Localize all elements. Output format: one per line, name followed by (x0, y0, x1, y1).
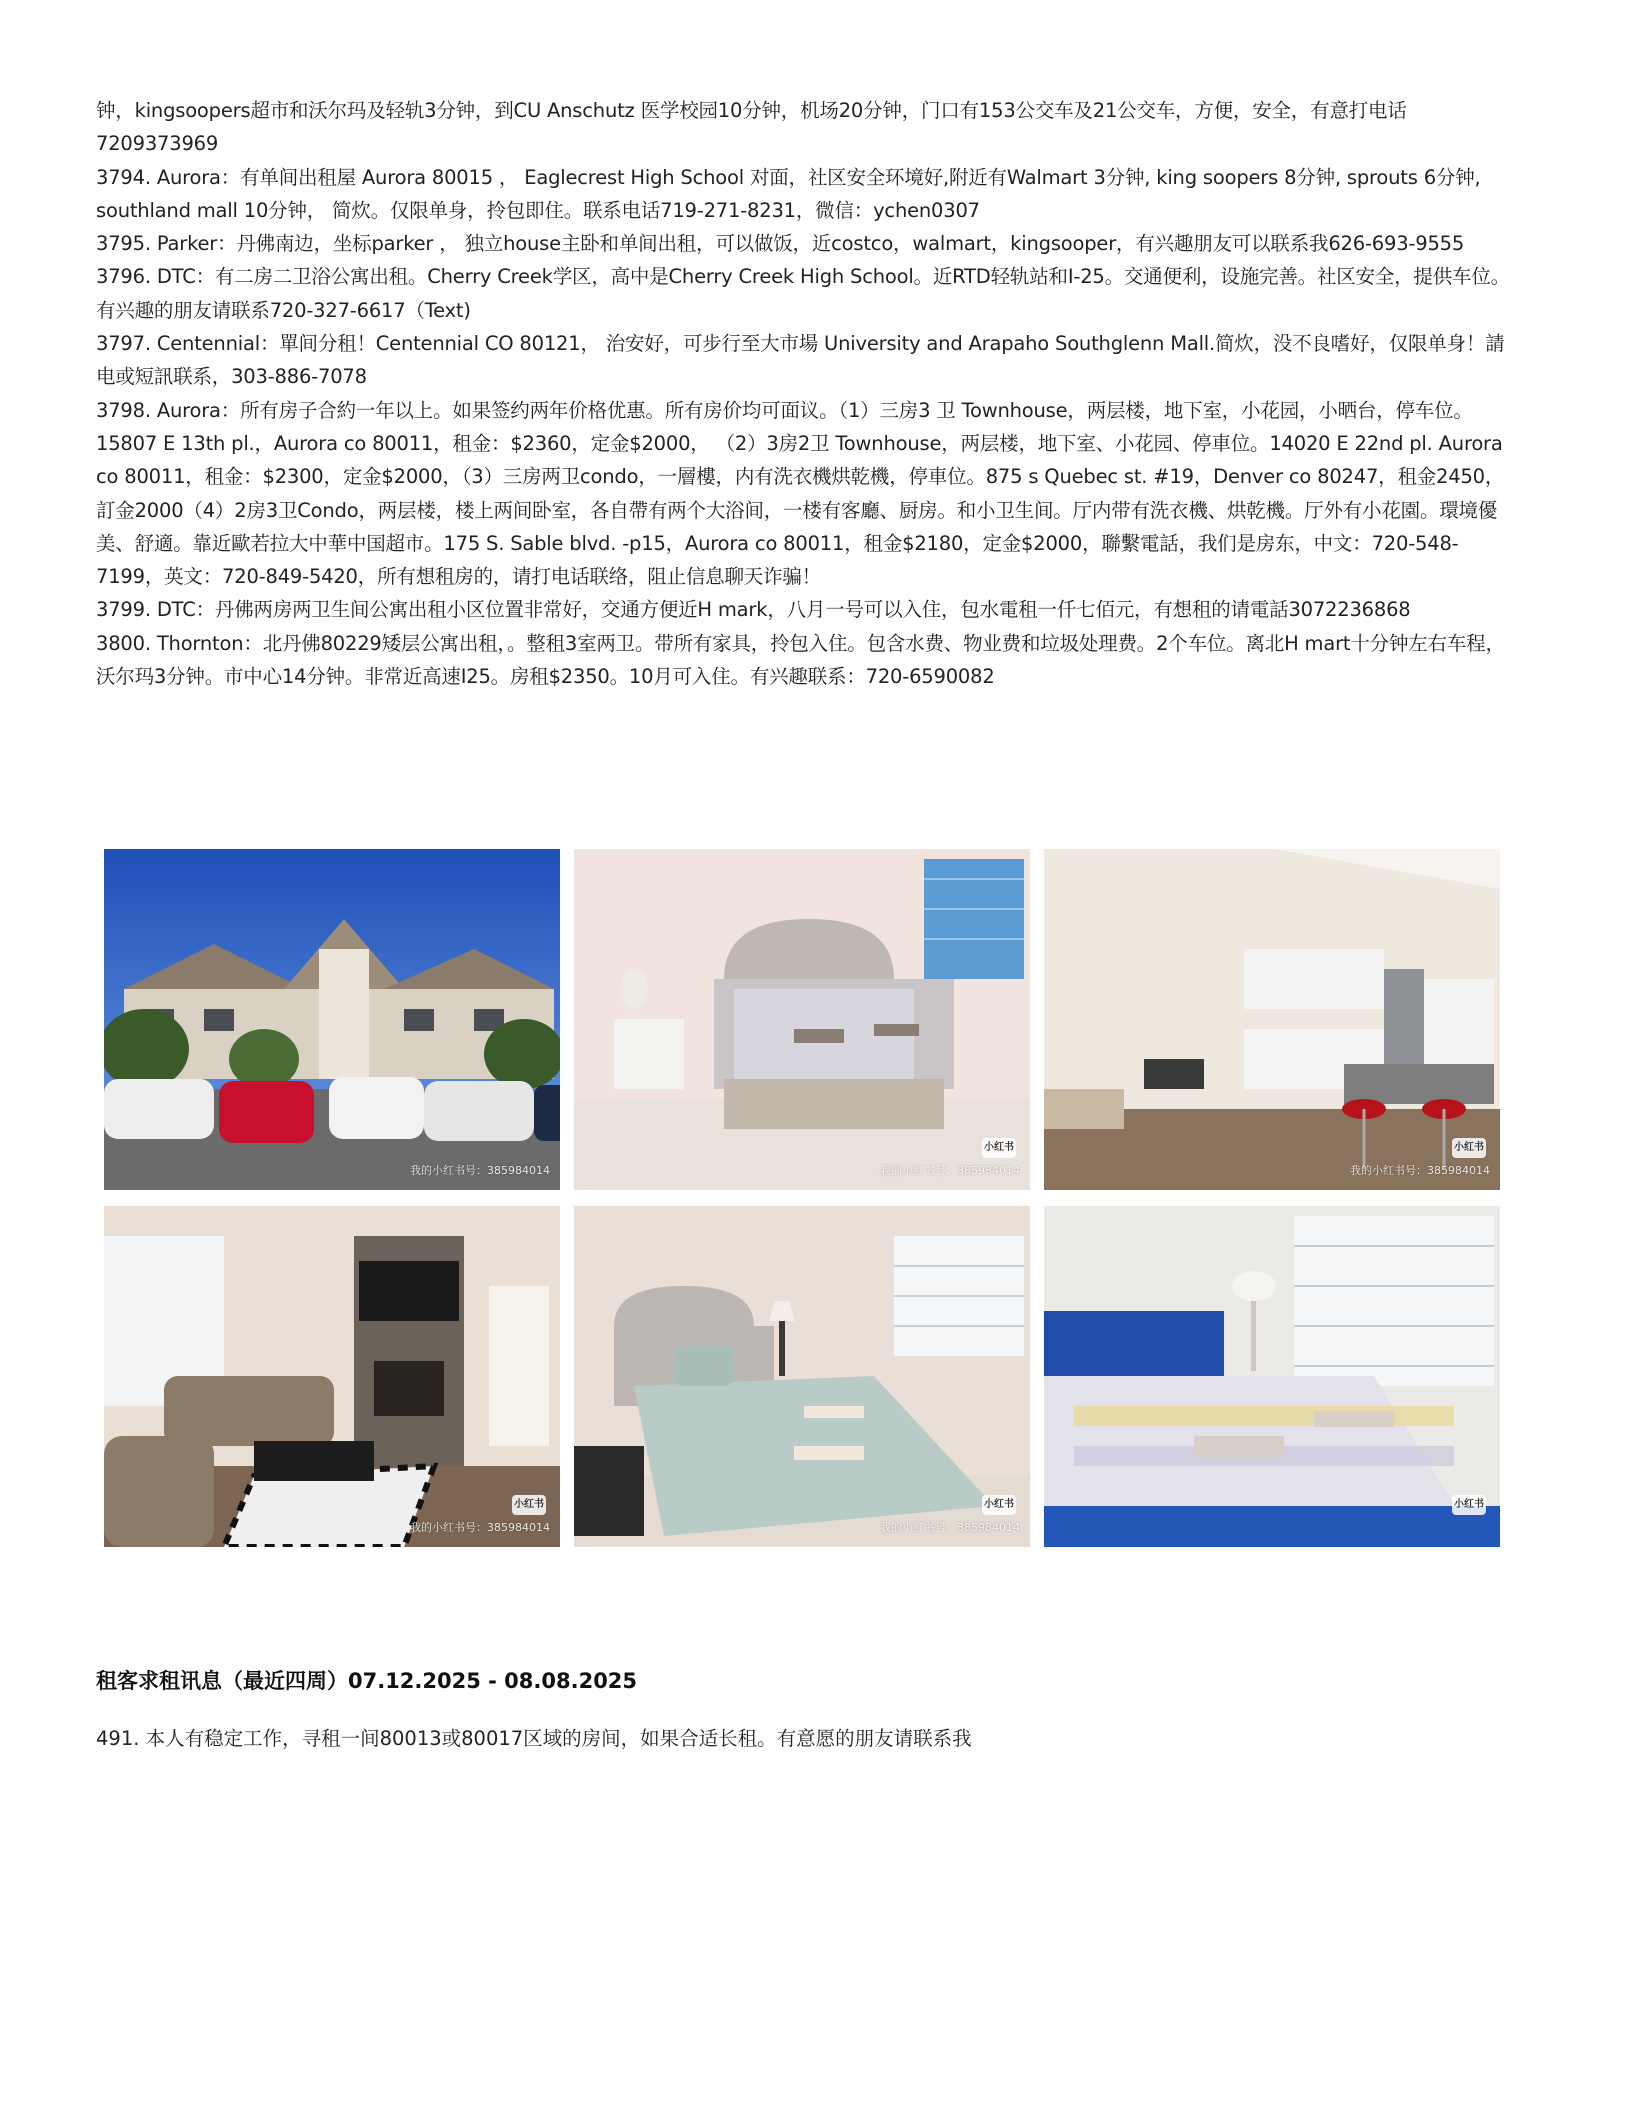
watermark-logo: 小红书 (982, 1138, 1016, 1158)
listing-entry: 3797. Centennial：單间分租！Centennial CO 80121， 治安好，可步行至大市場 University and Arapaho Southglenn Mall.简炊，没不良嗜好，仅限单身！請电或短訊联系，303-886-7078 (96, 332, 1505, 389)
watermark-logo: 小红书 (512, 1495, 546, 1515)
watermark-text: 我的小红书号：385984014 (880, 1164, 1020, 1177)
watermark-logo: 小红书 (982, 1495, 1016, 1515)
watermark-logo: 小红书 (1452, 1495, 1486, 1515)
photo-gallery (104, 849, 1504, 1549)
listing-entry: 钟，kingsoopers超市和沃尔玛及轻轨3分钟，到CU Anschutz 医学校园10分钟，机场20分钟，门口有153公交车及21公交车，方便，安全，有意打电话7209373969 (96, 99, 1407, 156)
listing-entry: 3800. Thornton：北丹佛80229矮层公寓出租，。整租3室两卫。带所有家具，拎包入住。包含水费、物业费和垃圾处理费。2个车位。离北H mart十分钟左右车程，沃尔玛3分钟。市中心14分钟。非常近高速I25。房租$2350。10月可入住。有兴趣联系：720-6590082 (96, 631, 1505, 689)
watermark-text: 我的小红书号：385984014 (410, 1521, 550, 1534)
living-room-photo (104, 1206, 560, 1547)
bedroom-photo (1044, 1206, 1500, 1547)
listing-entry: 3796. DTC：有二房二卫浴公寓出租。Cherry Creek学区，高中是Cherry Creek High School。近RTD轻轨站和I-25。交通便利，设施完善。社区安全，提供车位。有兴趣的朋友请联系720-327-6617（Text) (96, 265, 1510, 322)
kitchen-photo (1044, 849, 1500, 1190)
rental-listings (96, 94, 1516, 693)
listing-entry: 3795. Parker：丹佛南边，坐标parker ， 独立house主卧和单间出租，可以做饭，近costco，walmart，kingsooper，有兴趣朋友可以联系我626-693-9555 (96, 232, 1465, 256)
bedroom-photo (574, 849, 1030, 1190)
listing-entry: 3794. Aurora：有单间出租屋 Aurora 80015 ， Eaglecrest High School 对面，社区安全环境好,附近有Walmart 3分钟, king soopers 8分钟, sprouts 6分钟, southland mall 10分钟， 简炊。仅限单身，拎包即住。联系电话719-271-8231，微信：ychen0307 (96, 165, 1481, 222)
listing-entry: 3798. Aurora：所有房子合約一年以上。如果签约两年价格优惠。所有房价均可面议。（1）三房3 卫 Townhouse，两层楼，地下室，小花园，小晒台，停车位。15807 E 13th pl.，Aurora co 80011，租金：$2360，定金$2000， （2）3房2卫 Townhouse，两层楼，地下室、小花园、停車位。14020 E 22nd pl. Aurora co 80011，租金：$2300，定金$2000，（3）三房两卫condo，一層樓，内有洗衣機烘乾機，停車位。875 s Quebec st. #19，Denver co 80247，租金2450，訂金2000（4）2房3卫Condo，两层楼，楼上两间卧室，各自帶有两个大浴间，一楼有客廳、厨房。和小卫生间。厅内带有洗衣機、烘乾機。厅外有小花園。環境優美、舒適。靠近歐若拉大中華中国超市。175 S. Sable blvd. -p15，Aurora co 80011，租金$2180，定金$2000，聯繫電話，我们是房东，中文：720-548-7199，英文：720-849-5420，所有想租房的，请打电话联络，阻止信息聊天诈骗！ (96, 398, 1505, 589)
watermark-text: 我的小红书号：385984014 (1350, 1164, 1490, 1177)
listing-entry: 3799. DTC：丹佛两房两卫生间公寓出租小区位置非常好，交通方便近H mark，八月一号可以入住，包水電租一仟七佰元，有想租的请電話3072236868 (96, 598, 1411, 622)
watermark-logo: 小红书 (1452, 1138, 1486, 1158)
watermark-text: 我的小红书号：385984014 (410, 1164, 550, 1177)
request-entry: 491. 本人有稳定工作，寻租一间80013或80017区域的房间，如果合适长租。有意愿的朋友请联系我 (96, 1727, 972, 1750)
requests-section-title: 租客求租讯息（最近四周）07.12.2025 - 08.08.2025 (96, 1669, 638, 1693)
apartment-exterior-photo (104, 849, 560, 1190)
bedroom-photo (574, 1206, 1030, 1547)
watermark-text: 我的小红书号：385984014 (880, 1521, 1020, 1534)
